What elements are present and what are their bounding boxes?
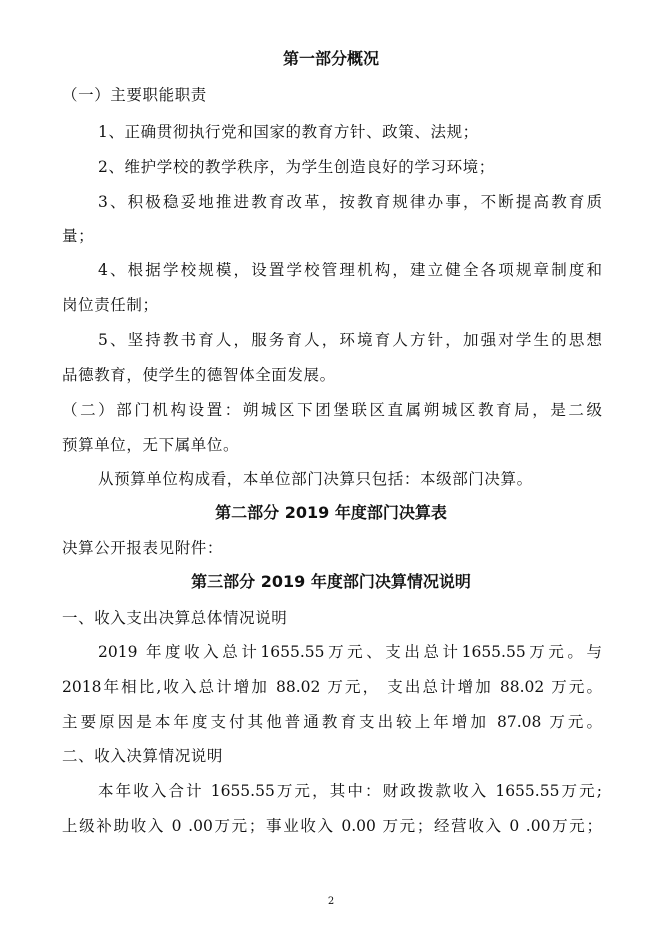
- part3-heading: 第三部分 2019 年度部门决算情况说明: [191, 572, 471, 591]
- income-line-2: 上级补助收入 0 .00万元；事业收入 0.00 万元；经营收入 0 .00万元；: [62, 817, 602, 835]
- summary-line-2: 2018年相比,收入总计增加 88.02 万元， 支出总计增加 88.02 万元。: [62, 678, 602, 696]
- duty-5: 5、坚持教书育人，服务育人，环境育人方针，加强对学生的思想: [98, 331, 602, 349]
- duty-3: 3、积极稳妥地推进教育改革，按教育规律办事，不断提高教育质: [98, 193, 602, 211]
- section2-line-2: 预算单位，无下属单位。: [62, 436, 240, 454]
- part1-heading: 第一部分概况: [282, 49, 379, 68]
- duty-2: 2、维护学校的教学秩序，为学生创造良好的学习环境；: [98, 158, 495, 176]
- income-line-1: 本年收入合计 1655.55万元，其中：财政拨款收入 1655.55万元;: [98, 782, 602, 800]
- attachment-note: 决算公开报表见附件：: [62, 539, 224, 557]
- duty-1: 1、正确贯彻执行党和国家的教育方针、政策、法规；: [98, 123, 479, 141]
- duty-3-continued: 量；: [62, 227, 95, 245]
- section1-title: （一）主要职能职责: [62, 86, 207, 104]
- page-number: 2: [327, 896, 335, 907]
- duty-4: 4、根据学校规模，设置学校管理机构，建立健全各项规章制度和: [98, 261, 602, 279]
- composition-note: 从预算单位构成看，本单位部门决算只包括：本级部门决算。: [98, 470, 533, 488]
- section2-line-1: （二）部门机构设置：朔城区下团堡联区直属朔城区教育局，是二级: [62, 401, 602, 419]
- duty-5-continued: 品德教育，使学生的德智体全面发展。: [62, 366, 336, 384]
- subsection2-title: 二、收入决算情况说明: [62, 747, 224, 765]
- subsection1-title: 一、收入支出决算总体情况说明: [62, 609, 288, 627]
- summary-line-3: 主要原因是本年度支付其他普通教育支出较上年增加 87.08 万元。: [62, 713, 602, 731]
- part2-heading: 第二部分 2019 年度部门决算表: [215, 503, 447, 522]
- duty-4-continued: 岗位责任制；: [62, 296, 159, 314]
- summary-line-1: 2019 年度收入总计1655.55万元、支出总计1655.55万元。与: [98, 643, 602, 661]
